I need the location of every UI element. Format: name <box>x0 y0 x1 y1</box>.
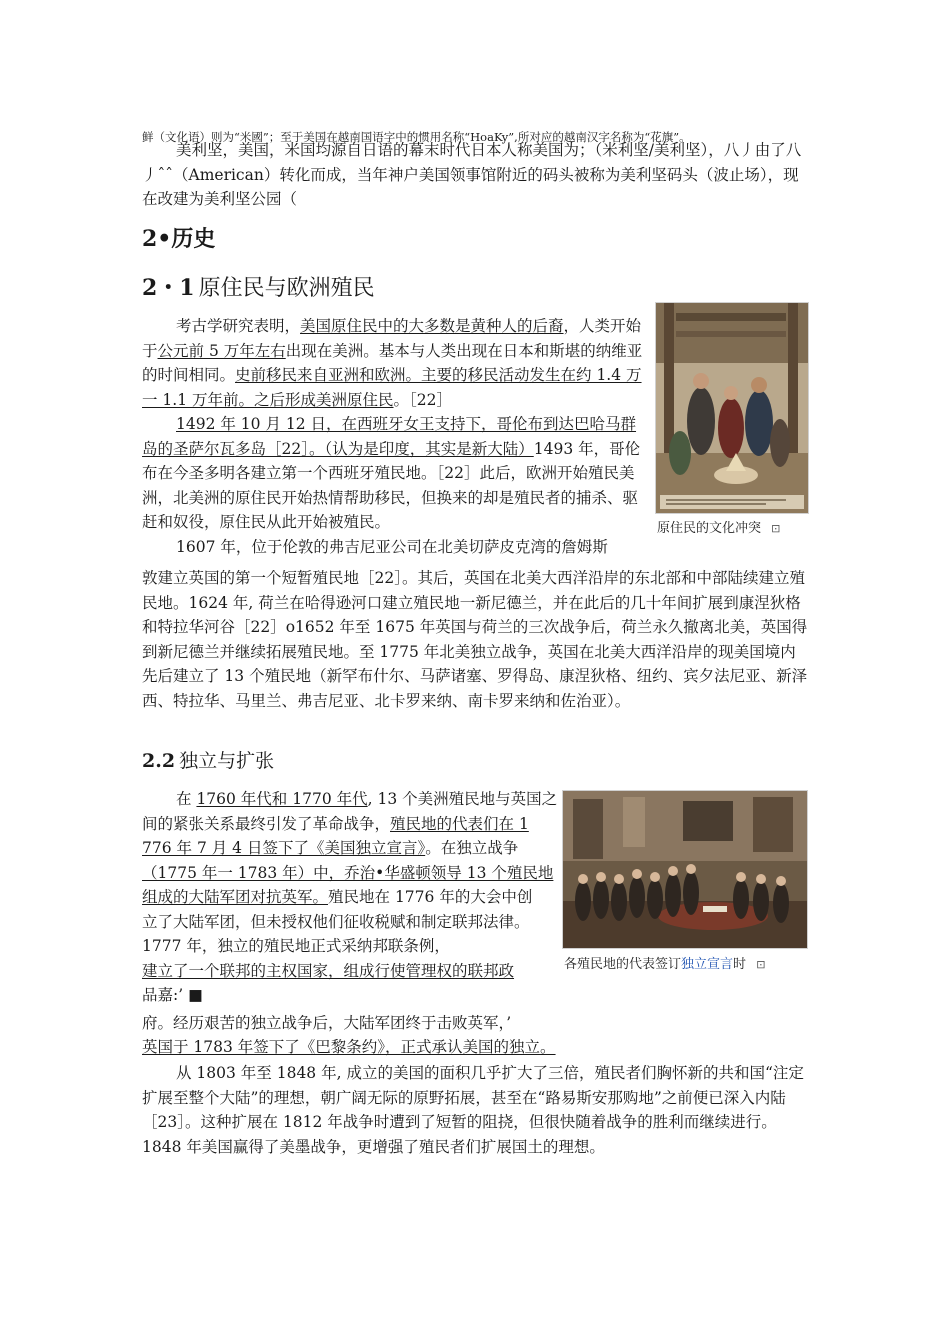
link-declaration-date[interactable]: 776 年 7 月 4 日签下了《美国独立宣言》 <box>142 839 426 857</box>
painting-declaration-image <box>563 791 807 948</box>
heading-2-2-number: 2.2 <box>142 750 176 772</box>
heading-2-1 <box>142 271 375 302</box>
figure-declaration-signing[interactable] <box>562 790 808 949</box>
link-continental-army[interactable]: 组成的大陆军团对抗英军。 <box>142 888 329 906</box>
line-8 <box>142 959 562 984</box>
section-2-1-column <box>142 314 646 559</box>
line-2: 间的紧张关系最终引发了革命战争，殖民地的代表们在 1 <box>142 814 529 833</box>
link-declaration-caption[interactable]: 独立宣言 <box>681 957 734 972</box>
link-prehistoric-migration[interactable]: 史前移民来自亚洲和欧洲。主要的移民活动发生在约 1.4 万一 1.1 万年前。之后形成美洲原住民 <box>142 366 642 409</box>
heading-2-2-text: 独立与扩张 <box>179 750 275 772</box>
line-9: 府。经历艰苦的独立战争后，大陆军团终于击败英军，’ <box>142 1013 512 1032</box>
link-treaty-of-paris[interactable]: 英国于 1783 年签下了《巴黎条约》，正式承认美国的独立。 <box>142 1038 556 1056</box>
heading-2-2 <box>142 746 274 773</box>
paragraph-archaeology: 考古学研究表明，美国原住民中的大多数是黄种人的后裔，人类开始于公元前 5 万年左右出现在美洲。基本与人类出现在日本和斯堪的纳维亚的时间相同。史前移民来自亚洲和欧洲。主要的移民活动发生在约 1.4 万一 1.1 万年前。之后形成美洲原住民。［22］ <box>142 317 643 409</box>
engraving-native-culture-image <box>656 303 808 513</box>
figure-caption-native: 原住民的文化冲突 ⊡ <box>657 521 781 536</box>
line-4 <box>142 861 562 886</box>
heading-2-1-number: 2・1 <box>142 275 195 301</box>
link-war-years[interactable]: （1775 年一 1783 年）中，乔治•华盛顿领导 13 个殖民地 <box>142 863 554 882</box>
figure-caption-declaration: 各殖民地的代表签订独立宣言时 ⊡ <box>564 957 766 972</box>
line-5: 组成的大陆军团对抗英军。殖民地在 1776 年的大会中创 <box>142 888 533 906</box>
intro-paragraph: 美利坚，美国，米国均源自日语的幕末时代日本人称美国为；（米利坚/美利坚），八丿由了八丿ˆˆ（American）转化而成，当年神户美国领事馆附近的码头被称为美利坚码头（波止场），现在改建为美利坚公园（ <box>142 141 802 208</box>
paragraph-columbus: 1492 年 10 月 12 日，在西班牙女王支持下，哥伦布到达巴哈马群岛的圣萨尔瓦多岛［22］。（认为是印度，其实是新大陆）1493 年，哥伦布在今圣多明各建立第一个西班牙殖民地。［22］此后，欧洲开始殖民美洲，北美洲的原住民开始热情帮助移民，但换来的却是殖民者的捕杀、驱赶和奴役，原住民从此开始被殖民。 <box>142 415 641 531</box>
section-2-2-column <box>142 787 562 1060</box>
stray-artifact: 品嘉:’ ■ <box>142 986 203 1004</box>
link-1760s-1770s[interactable]: 1760 年代和 1770 年代 <box>196 790 368 808</box>
enlarge-icon[interactable]: ⊡ <box>771 522 781 535</box>
link-columbus-1492[interactable]: 1492 年 10 月 12 日，在西班牙女王支持下，哥伦布到达巴哈马群岛的圣萨尔瓦多岛［22］。（认为是印度，其实是新大陆） <box>142 415 637 458</box>
line-10 <box>142 1035 562 1060</box>
link-50000-bc[interactable]: 公元前 5 万年左右 <box>157 341 286 360</box>
heading-history: 2•历史 <box>142 226 216 252</box>
paragraph-expansion: 从 1803 年至 1848 年, 成立的美国的面积几乎扩大了三倍，殖民者们胸怀新的共和国“注定扩展至整个大陆”的理想，朝广阔无际的原野拓展，甚至在“路易斯安那购地”之前便已深入内陆［23］。这种扩展在 1812 年战争时遭到了短暂的阻挠，但很快随着战争的胜利而继续进行。1848 年美国赢得了美墨战争，更增强了殖民者们扩展国土的理想。 <box>142 1064 804 1156</box>
line-1: 在 1760 年代和 1770 年代, 13 个美洲殖民地与英国之 <box>176 790 558 808</box>
link-declaration-signing[interactable]: 殖民地的代表们在 1 <box>390 814 529 833</box>
link-native-origin[interactable]: 美国原住民中的大多数是黄种人的后裔 <box>300 317 564 335</box>
paragraph-1607-first-line: 1607 年，位于伦敦的弗吉尼亚公司在北美切萨皮克湾的詹姆斯 <box>176 537 608 556</box>
figure-native-culture-clash[interactable] <box>655 302 809 514</box>
link-confederation[interactable]: 建立了一个联邦的主权国家，组成行使管理权的联邦政 <box>142 961 515 980</box>
line-7: 1777 年，独立的殖民地正式采纳邦联条例， <box>142 937 450 955</box>
intro-small-line: 鲜（文化语）则为“米國”；至于美国在越南国语字中的惯用名称“HoaKy”,所对应的越南汉字名称为“花旗”。 <box>142 129 691 144</box>
enlarge-icon[interactable]: ⊡ <box>756 958 766 971</box>
line-6: 立了大陆军团，但未授权他们征收税赋和制定联邦法律。 <box>142 912 530 931</box>
heading-2-1-text: 原住民与欧洲殖民 <box>198 276 375 301</box>
paragraph-1607-continued: 敦建立英国的第一个短暂殖民地［22］。其后，英国在北美大西洋沿岸的东北部和中部陆续建立殖民地。1624 年, 荷兰在哈得逊河口建立殖民地一新尼德兰，并在此后的几十年间扩展到康涅狄格和特拉华河谷［22］o1652 年至 1675 年英国与荷兰的三次战争后，荷兰永久撤离北美，英国得到新尼德兰并继续拓展殖民地。至 1775 年北美独立战争，英国在北美大西洋沿岸的现美国境内先后建立了 13 个殖民地（新罕布什尔、马萨诸塞、罗得岛、康涅狄格、纽约、宾夕法尼亚、新泽西、特拉华、马里兰、弗吉尼亚、北卡罗来纳、南卡罗来纳和佐治亚）。 <box>142 569 808 710</box>
line-3: 776 年 7 月 4 日签下了《美国独立宣言》。在独立战争 <box>142 839 519 857</box>
